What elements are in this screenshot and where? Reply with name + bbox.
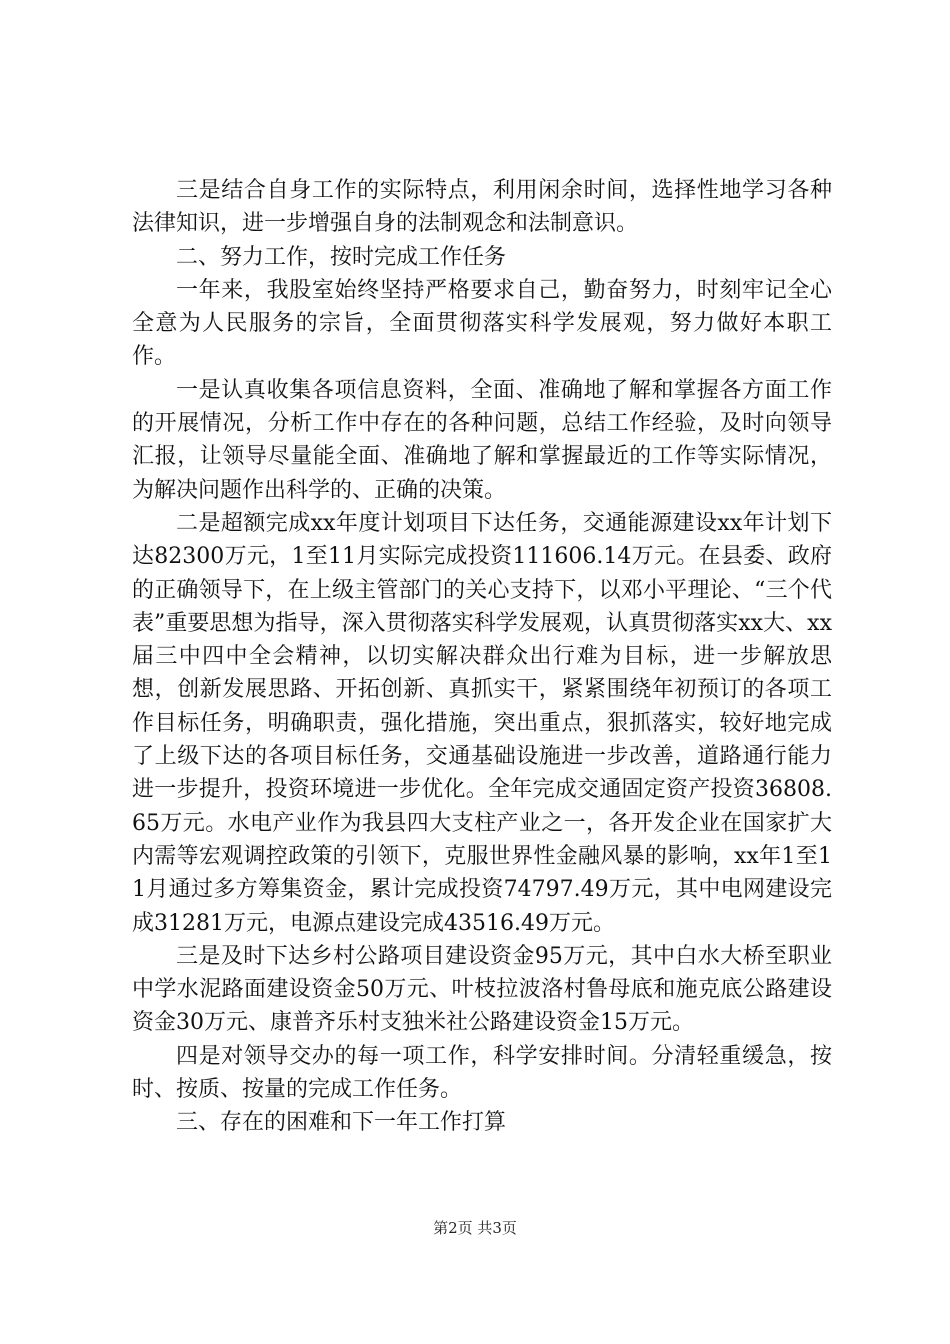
paragraph-year-summary: 一年来，我股室始终坚持严格要求自己，勤奋努力，时刻牢记全心全意为人民服务的宗旨，全面贯彻落实科学发展观，努力做好本职工作。: [132, 277, 832, 370]
paragraph-leader-tasks: 四是对领导交办的每一项工作，科学安排时间。分清轻重缓急，按时、按质、按量的完成工作任务。: [132, 1043, 832, 1103]
section-heading-difficulties: 三、存在的困难和下一年工作打算: [176, 1110, 507, 1136]
paragraph-investment: 二是超额完成xx年度计划项目下达任务，交通能源建设xx年计划下达82300万元，1至11月实际完成投资111606.14万元。在县委、政府的正确领导下，在上级主管部门的关心支持下，以邓小平理论、“三个代表”重要思想为指导，深入贯彻落实科学发展观，认真贯彻落实xx大、xx届三中四中全会精神，以切实解决群众出行难为目标，进一步解放思想，创新发展思路、开拓创新、真抓实干，紧紧围绕年初预订的各项工作目标任务，明确职责，强化措施，突出重点，狠抓落实，较好地完成了上级下达的各项目标任务，交通基础设施进一步改善，道路通行能力进一步提升，投资环境进一步优化。全年完成交通固定资产投资36808.65万元。水电产业作为我县四大支柱产业之一，各开发企业在国家扩大内需等宏观调控政策的引领下，克服世界性金融风暴的影响，xx年1至11月通过多方筹集资金，累计完成投资74797.49万元，其中电网建设完成31281万元，电源点建设完成43516.49万元。: [132, 510, 832, 936]
paragraph-study-law: 三是结合自身工作的实际特点，利用闲余时间，选择性地学习各种法律知识，进一步增强自身的法制观念和法制意识。: [132, 178, 832, 237]
section-heading-work: 二、努力工作，按时完成工作任务: [176, 244, 507, 270]
page-number-footer: 第2页 共3页: [433, 1219, 517, 1237]
document-body: [132, 174, 832, 1140]
paragraph-road-funds: 三是及时下达乡村公路项目建设资金95万元，其中白水大桥至职业中学水泥路面建设资金50万元、叶枝拉波洛村鲁母底和施克底公路建设资金30万元、康普齐乐村支独米社公路建设资金15万元。: [132, 943, 832, 1036]
paragraph-info-collection: 一是认真收集各项信息资料，全面、准确地了解和掌握各方面工作的开展情况，分析工作中存在的各种问题，总结工作经验，及时向领导汇报，让领导尽量能全面、准确地了解和掌握最近的工作等实际情况，为解决问题作出科学的、正确的决策。: [132, 377, 832, 503]
